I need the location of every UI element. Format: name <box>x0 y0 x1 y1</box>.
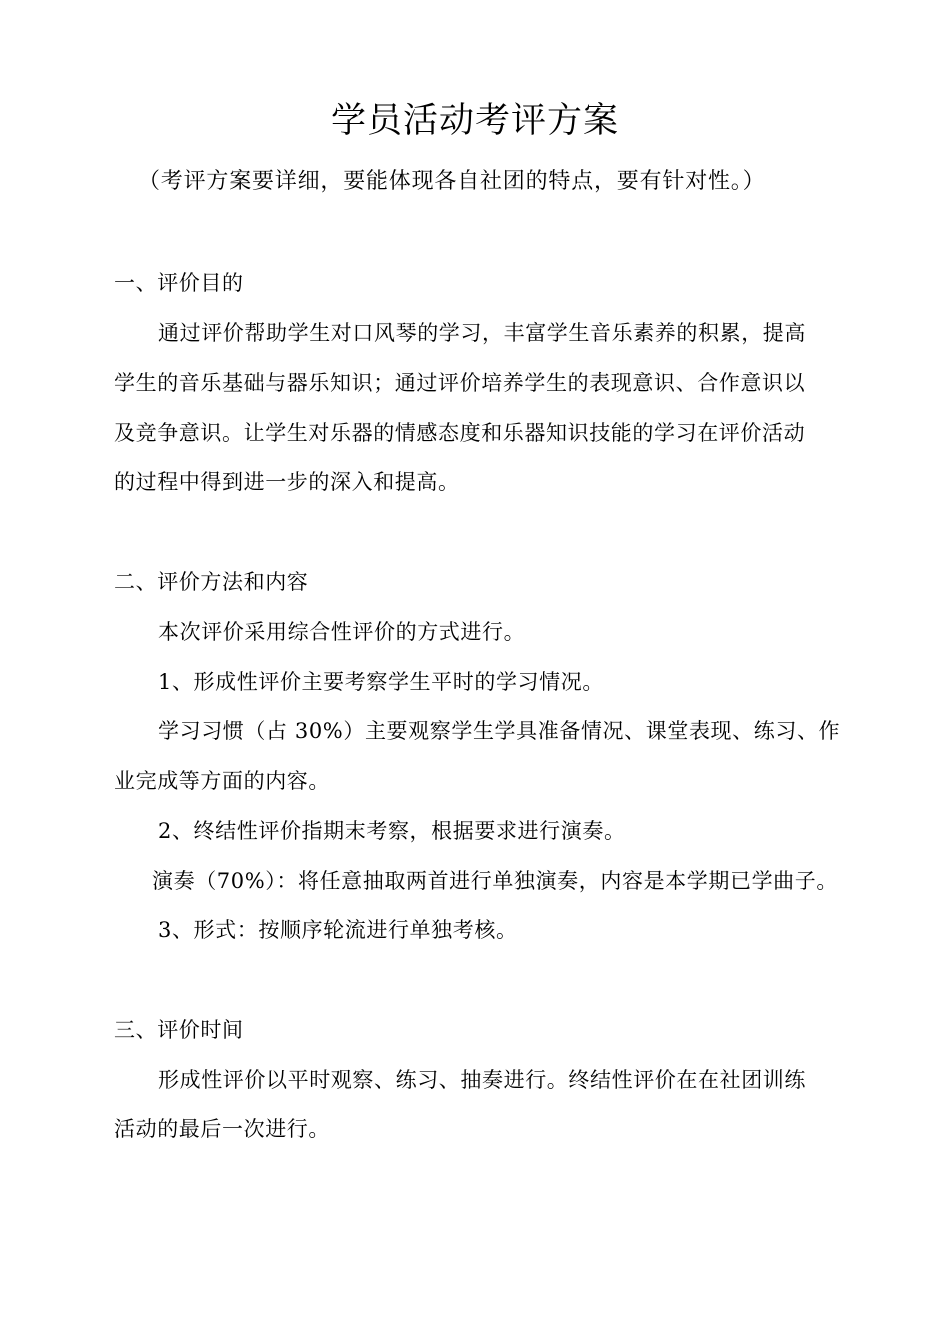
section2-item1: 1、形成性评价主要考察学生平时的学习情况。 <box>158 670 604 694</box>
section2-item1-detail-line: 业完成等方面的内容。 <box>114 769 330 793</box>
section1-paragraph-line: 学生的音乐基础与器乐知识；通过评价培养学生的表现意识、合作意识以 <box>114 371 806 395</box>
section2-intro: 本次评价采用综合性评价的方式进行。 <box>158 620 526 644</box>
section2-item2-detail: 演奏（70%）：将任意抽取两首进行单独演奏，内容是本学期已学曲子。 <box>152 869 838 893</box>
section2-item1-detail-line: 学习习惯（占 30%）主要观察学生学具准备情况、课堂表现、练习、作 <box>158 719 841 743</box>
section1-paragraph-line: 通过评价帮助学生对口风琴的学习，丰富学生音乐素养的积累，提高 <box>158 321 806 345</box>
section2-heading: 二、评价方法和内容 <box>114 570 309 594</box>
section1-heading: 一、评价目的 <box>114 271 244 295</box>
document-title: 学员活动考评方案 <box>330 101 619 141</box>
section3-heading: 三、评价时间 <box>114 1018 244 1042</box>
section3-paragraph-line: 活动的最后一次进行。 <box>114 1117 330 1141</box>
section2-item3: 3、形式：按顺序轮流进行单独考核。 <box>158 918 518 942</box>
section1-paragraph-line: 及竞争意识。让学生对乐器的情感态度和乐器知识技能的学习在评价活动 <box>114 421 806 445</box>
document-subtitle: （考评方案要详细，要能体现各自社团的特点，要有针对性。） <box>138 169 766 194</box>
section3-paragraph-line: 形成性评价以平时观察、练习、抽奏进行。终结性评价在在社团训练 <box>158 1068 806 1092</box>
section2-item2: 2、终结性评价指期末考察，根据要求进行演奏。 <box>158 819 626 843</box>
section1-paragraph-line: 的过程中得到进一步的深入和提高。 <box>114 470 460 494</box>
